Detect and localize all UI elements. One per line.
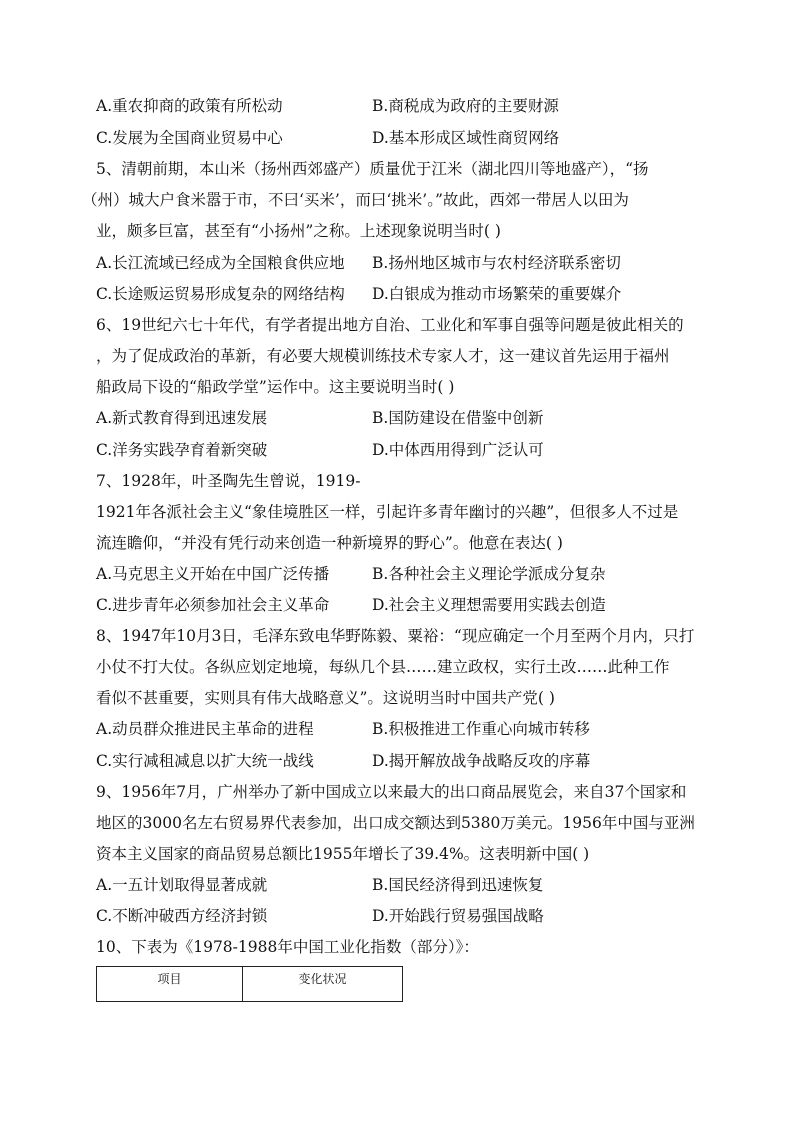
q9-option-c[interactable]: C.不断冲破西方经济封锁: [96, 907, 268, 925]
q9-option-a[interactable]: A.一五计划取得显著成就: [96, 876, 268, 894]
q8-option-b[interactable]: B.积极推进工作重心向城市转移: [372, 720, 590, 738]
q6-option-c[interactable]: C.洋务实践孕育着新突破: [96, 441, 268, 459]
q9-stem-line-1: 9、1956年7月，广州举办了新中国成立以来最大的出口商品展览会，来自37个国家和: [96, 783, 687, 801]
q7-option-d[interactable]: D.社会主义理想需要用实践去创造: [372, 596, 606, 614]
q4-option-b[interactable]: B.商税成为政府的主要财源: [372, 97, 559, 115]
q7-option-a[interactable]: A.马克思主义开始在中国广泛传播: [96, 565, 330, 583]
q6-option-d[interactable]: D.中体西用得到广泛认可: [372, 441, 544, 459]
q9-stem-line-3: 资本主义国家的商品贸易总额比1955年增长了39.4%。这表明新中国( ): [96, 845, 590, 863]
q5-option-d[interactable]: D.白银成为推动市场繁荣的重要媒介: [372, 285, 622, 303]
table-header-item: 项目: [97, 967, 243, 1002]
q5-option-b[interactable]: B.扬州地区城市与农村经济联系密切: [372, 254, 621, 272]
q6-stem-line-2: ，为了促成政治的革新，有必要大规模训练技术专家人才，这一建议首先运用于福州: [96, 347, 670, 365]
q5-option-a[interactable]: A.长江流域已经成为全国粮食供应地: [96, 254, 345, 272]
q8-option-d[interactable]: D.揭开解放战争战略反攻的序幕: [372, 752, 591, 770]
q8-option-a[interactable]: A.动员群众推进民主革命的进程: [96, 720, 314, 738]
q9-option-b[interactable]: B.国民经济得到迅速恢复: [372, 876, 544, 894]
q7-stem-line-1: 7、1928年，叶圣陶先生曾说，1919-: [96, 472, 361, 490]
q4-option-a[interactable]: A.重农抑商的政策有所松动: [96, 97, 283, 115]
q7-option-b[interactable]: B.各种社会主义理论学派成分复杂: [372, 565, 606, 583]
q4-option-c[interactable]: C.发展为全国商业贸易中心: [96, 129, 283, 147]
table-header-change: 变化状况: [243, 967, 403, 1002]
table-header-row: [97, 967, 403, 1002]
q7-stem-line-3: 流连瞻仰，“并没有凭行动来创造一种新境界的野心”。他意在表达( ): [96, 534, 563, 552]
q9-option-d[interactable]: D.开始践行贸易强国战略: [372, 907, 544, 925]
q4-option-d[interactable]: D.基本形成区域性商贸网络: [372, 129, 560, 147]
industrialization-index-table: [96, 966, 403, 1002]
q8-option-c[interactable]: C.实行减租减息以扩大统一战线: [96, 752, 314, 770]
q8-stem-line-3: 看似不甚重要，实则具有伟大战略意义”。这说明当时中国共产党( ): [96, 689, 555, 707]
q5-option-c[interactable]: C.长途贩运贸易形成复杂的网络结构: [96, 285, 345, 303]
q7-stem-line-2: 1921年各派社会主义“象佳境胜区一样，引起许多青年幽讨的兴趣”，但很多人不过是: [96, 503, 679, 521]
q9-stem-line-2: 地区的3000名左右贸易界代表参加，出口成交额达到5380万美元。1956年中国与亚洲: [96, 814, 695, 832]
q7-option-c[interactable]: C.进步青年必须参加社会主义革命: [96, 596, 330, 614]
q5-stem-line-2: （州）城大户食米嚣于市，不曰‘买米’，而曰‘挑米’。”故此，西郊一带居人以田为: [82, 191, 629, 209]
q8-stem-line-1: 8、1947年10月3日，毛泽东致电华野陈毅、粟裕：“现应确定一个月至两个月内，只打: [96, 627, 695, 645]
q5-stem-line-1: 5、清朝前期，本山米（扬州西郊盛产）质量优于江米（湖北四川等地盛产），“扬: [96, 160, 649, 178]
q6-stem-line-3: 船政局下设的“船政学堂”运作中。这主要说明当时( ): [96, 378, 455, 396]
q5-stem-line-3: 业，颇多巨富，甚至有“小扬州”之称。上述现象说明当时( ): [96, 222, 501, 240]
q10-stem-line: 10、下表为《1978-1988年中国工业化指数（部分）》：: [96, 938, 479, 956]
q8-stem-line-2: 小仗不打大仗。各纵应划定地境，每纵几个县……建立政权，实行土改……此种工作: [96, 658, 670, 676]
q6-option-a[interactable]: A.新式教育得到迅速发展: [96, 409, 268, 427]
q6-option-b[interactable]: B.国防建设在借鉴中创新: [372, 409, 544, 427]
q6-stem-line-1: 6、19世纪六七十年代，有学者提出地方自治、工业化和军事自强等问题是彼此相关的: [96, 316, 684, 334]
